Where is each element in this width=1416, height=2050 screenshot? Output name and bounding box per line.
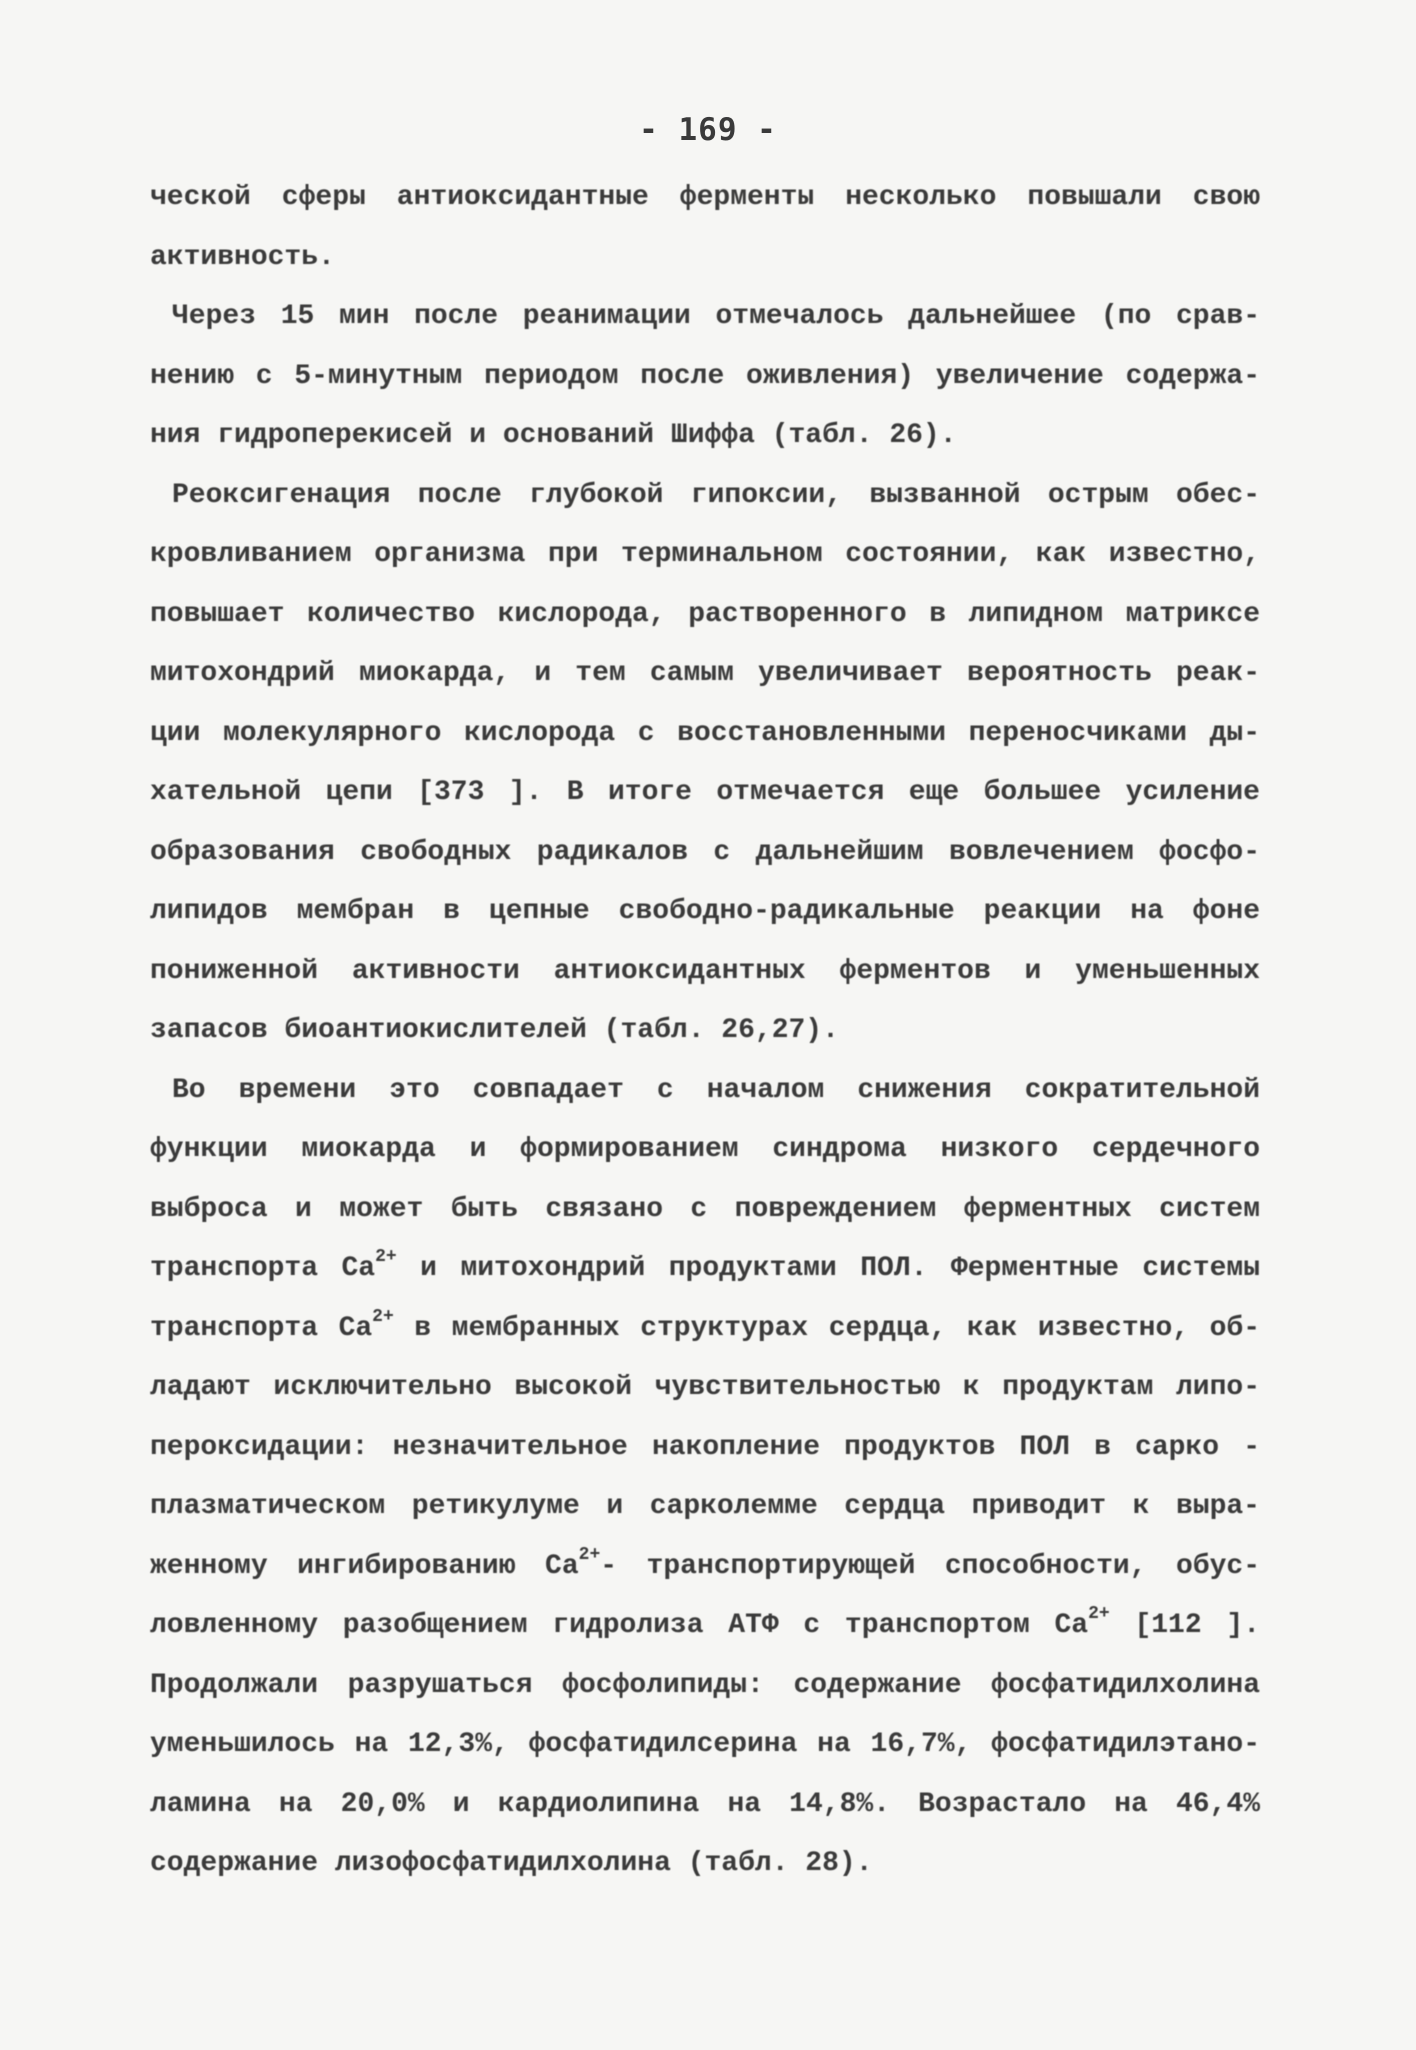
text-line: плазматическом ретикулуме и сарколемме сердца приводит к выра- — [150, 1491, 1260, 1522]
text-line: ния гидроперекисей и оснований Шиффа (табл. 26). — [150, 420, 957, 451]
text-line: митохондрий миокарда, и тем самым увеличивает вероятность реак- — [150, 658, 1260, 689]
text-line: запасов биоантиокислителей (табл. 26,27). — [150, 1015, 839, 1046]
text-line: повышает количество кислорода, растворенного в липидном матриксе — [150, 598, 1260, 630]
text-line: выброса и может быть связано с повреждением ферментных систем — [150, 1193, 1260, 1225]
text-line: ловленному разобщением гидролиза АТФ с транспортом $Ca^{2+}$ [112 ]. — [150, 1604, 1260, 1641]
text-line: нению с 5-минутным периодом после оживления) увеличение содержа- — [150, 360, 1260, 392]
text-line: пониженной активности антиоксидантных ферментов и уменьшенных — [150, 955, 1260, 987]
ion-charge-superscript: 2+ — [375, 1247, 397, 1267]
text-line: Через 15 мин после реанимации отмечалось дальнейшее (по срав- — [172, 301, 1260, 332]
text-line: активность. — [150, 241, 335, 273]
text-line: женному ингибированию $Ca^{2+}-$ транспортирующей способности, обус- — [150, 1544, 1260, 1582]
text-line: Реоксигенация после глубокой гипоксии, вызванной острым обес- — [172, 479, 1260, 511]
text-line: содержание лизофосфатидилхолина (табл. 28). — [150, 1848, 873, 1879]
text-line: образования свободных радикалов с дальнейшим вовлечением фосфо- — [150, 836, 1260, 868]
text-line: ламина на 20,0% и кардиолипина на 14,8%. Возрастало на 46,4% — [150, 1788, 1260, 1820]
text-line: хательной цепи [373 ]. В итоге отмечается еще большее усиление — [150, 777, 1260, 808]
ion-charge-superscript: 2+ — [578, 1544, 601, 1565]
text-line: Продолжали разрушаться фосфолипиды: содержание фосфатидилхолина — [150, 1669, 1260, 1701]
text-line: уменьшилось на 12,3%, фосфатидилсерина на 16,7%, фосфатидилэтано- — [150, 1729, 1260, 1760]
text-line: ции молекулярного кислорода с восстановленными переносчиками ды- — [150, 717, 1260, 749]
ion-charge-superscript: 2+ — [1088, 1604, 1110, 1624]
text-line: транспорта $Ca^{2+}$ в мембранных структурах сердца, как известно, об- — [150, 1306, 1260, 1344]
page-number: - 169 - — [639, 112, 777, 148]
text-line: функции миокарда и формированием синдрома низкого сердечного — [150, 1134, 1260, 1165]
text-line: ческой сферы антиоксидантные ферменты несколько повышали свою — [150, 182, 1260, 213]
body-text — [150, 168, 1260, 1894]
text-line: ладают исключительно высокой чувствительностью к продуктам липо- — [150, 1372, 1260, 1403]
text-line: транспорта $Ca^{2+}$ и митохондрий продуктами ПОЛ. Ферментные системы — [150, 1247, 1260, 1284]
ion-charge-superscript: 2+ — [372, 1306, 394, 1327]
text-line: кровливанием организма при терминальном состоянии, как известно, — [150, 539, 1260, 570]
text-line: пероксидации: незначительное накопление продуктов ПОЛ в сарко - — [150, 1431, 1260, 1463]
text-line: Во времени это совпадает с началом снижения сократительной — [172, 1074, 1260, 1106]
text-line: липидов мембран в цепные свободно-радикальные реакции на фоне — [150, 896, 1260, 927]
